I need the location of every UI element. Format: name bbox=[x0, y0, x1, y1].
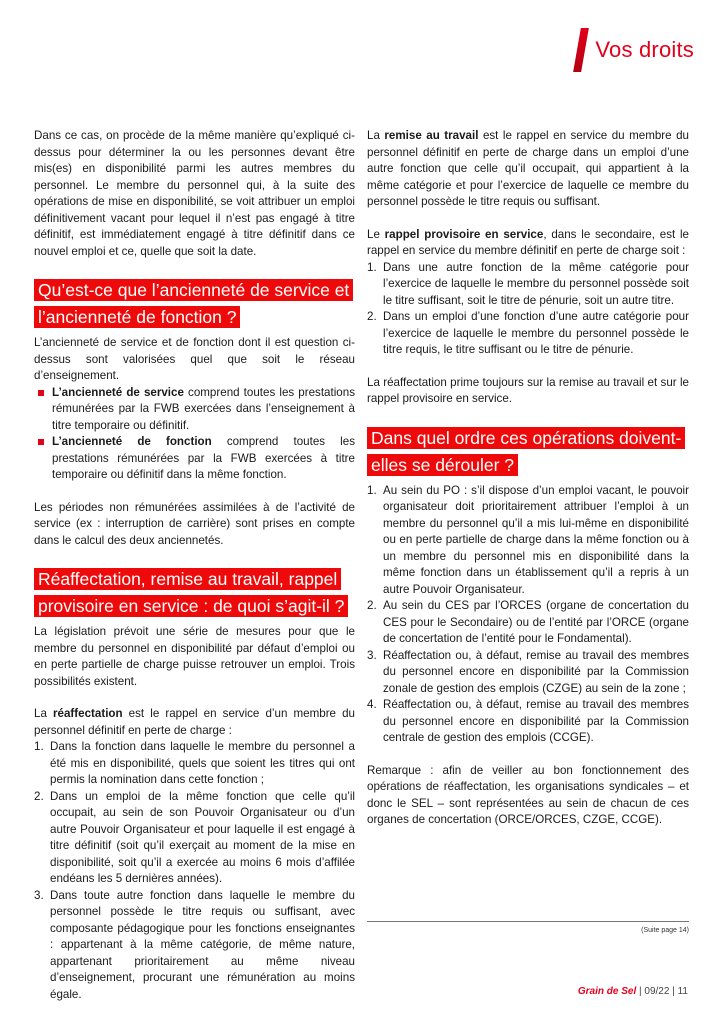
list-text: Au sein du CES par l’ORCES (organe de concertation du CES pour le Secondaire) ou de l’entité par l’ORCE (organe de concertation de l’entité pour le Fondamental). bbox=[383, 599, 689, 645]
list-item bbox=[367, 309, 689, 359]
section-title: Vos droits bbox=[595, 37, 694, 62]
list-item bbox=[34, 739, 355, 789]
list-item bbox=[367, 598, 689, 648]
list-number: 1. bbox=[34, 740, 44, 753]
footer-separator: | bbox=[672, 986, 675, 997]
list-text: Dans un emploi de la même fonction que celle qu’il occupait, au sein de son Pouvoir Organisateur ou d’un autre Pouvoir Organisateur et pour laquelle il est engagé à titre définitif (soit qu’il exerçait au moment de la mise en disponibilité, soit qu’il a exercée au moins 6 mois d’affilée endéans les 5 dernières années). bbox=[50, 789, 355, 885]
bullet-text: comprend toutes les prestations rémunérées par la FWB exercées dans l’enseignement à titre temporaire ou définitif. bbox=[52, 385, 355, 432]
list-text: Dans un emploi d’une fonction d’une autre catégorie pour l’exercice de laquelle le membre du personnel possède le titre requis, le titre suffisant ou le titre de pénurie. bbox=[383, 310, 689, 356]
list-number: 2. bbox=[367, 310, 377, 323]
heading-ordre-wrap bbox=[367, 426, 689, 480]
left-column bbox=[34, 128, 355, 1003]
list-text: Au sein du PO : s’il dispose d’un emploi vacant, le pouvoir organisateur doit prioritairement attribuer l’emploi à un membre du personnel qu’il a mis lui-même en disponibilité ou en perte partielle de charge dans la même fonction ou à un membre du personnel mis en disponibilité dans la même fonction dans un établissement qu’il a repris à un autre Pouvoir Organisateur. bbox=[383, 483, 689, 596]
heading-reaffectation: Réaffectation, remise au travail, rappel provisoire en service : de quoi s’agit-il ? bbox=[34, 568, 348, 617]
text: La bbox=[367, 129, 385, 142]
list-number: 1. bbox=[367, 260, 377, 274]
text: est le rappel en service du membre du personnel définitif en perte de charge dans un emploi d’une autre fonction que celle qu’il occupait, qui appartient à la même catégorie et pour l’exercice de laquelle ce membre du personnel possède le titre requis ou suffisant. bbox=[367, 129, 689, 208]
bullet-item bbox=[52, 385, 355, 435]
ordre-list bbox=[367, 483, 689, 747]
bullet-item bbox=[52, 434, 355, 484]
remarque-paragraph: Remarque : afin de veiller au bon fonctionnement des opérations de réaffectation, les organisations syndicales – et donc le SEL – sont représentées au sein de chacun de ces organes de concertation (ORCE/ORCES, CZGE, CCGE). bbox=[367, 763, 689, 826]
publication-name: Grain de Sel bbox=[577, 986, 637, 997]
list-item bbox=[34, 789, 355, 888]
heading-anciennete: Qu’est-ce que l’ancienneté de service et l’ancienneté de fonction ? bbox=[34, 279, 353, 328]
text: La bbox=[34, 707, 53, 720]
footer-separator: | bbox=[639, 986, 642, 997]
bullet-term: L’ancienneté de service bbox=[52, 385, 184, 399]
term-reaffectation: réaffectation bbox=[53, 707, 123, 720]
right-column bbox=[367, 128, 689, 829]
list-text: Réaffectation ou, à défaut, remise au travail des membres du personnel encore en disponibilité par la Commission centrale de gestion des emplois (CCGE). bbox=[383, 698, 689, 744]
list-number: 2. bbox=[34, 789, 44, 803]
heading-reaffectation-wrap bbox=[34, 567, 355, 621]
red-square-bullet-icon bbox=[38, 439, 44, 445]
list-number: 4. bbox=[367, 698, 377, 711]
section-header bbox=[577, 26, 694, 74]
red-slash-icon bbox=[574, 28, 590, 72]
anciennete-intro: L’ancienneté de service et de fonction dont il est question ci-dessus sont valorisées quel que soit le réseau d’enseignement. bbox=[34, 336, 355, 382]
list-text: Dans la fonction dans laquelle le membre du personnel a été mis en disponibilité, quels que soient les titres qui ont permis la nomination dans cette fonction ; bbox=[50, 740, 355, 786]
list-item bbox=[367, 697, 689, 747]
list-number: 3. bbox=[367, 648, 377, 662]
list-item bbox=[367, 648, 689, 698]
list-item bbox=[367, 260, 689, 310]
legislation-paragraph: La législation prévoit une série de mesures pour que le membre du personnel en disponibilité par défaut d’emploi ou en perte partielle de charge puisse retrouver un emploi. Trois possibilités existent. bbox=[34, 625, 355, 688]
list-item bbox=[34, 888, 355, 1004]
term-rappel: rappel provisoire en service bbox=[384, 227, 544, 241]
reaffectation-list bbox=[34, 739, 355, 1003]
remise-definition bbox=[367, 128, 689, 211]
heading-anciennete-wrap bbox=[34, 278, 355, 332]
reaffectation-definition bbox=[34, 706, 355, 739]
list-number: 1. bbox=[367, 483, 377, 497]
text: est le rappel en service d’un membre du personnel définitif en perte de charge : bbox=[34, 707, 355, 737]
list-number: 2. bbox=[367, 599, 377, 612]
intro-paragraph: Dans ce cas, on procède de la même manière qu’expliqué ci-dessus pour déterminer la ou les personnes devant être mis(es) en disponibilité parmi les autres membres du personnel. Le membre du personnel qui, à la suite des opérations de mise en disponibilité, se voit attribuer un emploi définitivement vacant pour lequel il n’est pas engagé à titre définitif, est immédiatement engagé à titre définitif dans ce nouvel emploi et ce, quelle que soit la date. bbox=[34, 129, 355, 258]
rappel-list bbox=[367, 260, 689, 359]
list-text: Réaffectation ou, à défaut, remise au travail des membres du personnel encore en disponibilité par la Commission zonale de gestion des emplois (CZGE) au sein de la zone ; bbox=[383, 648, 689, 695]
page-footer bbox=[578, 986, 688, 997]
page-number: 11 bbox=[677, 986, 688, 997]
list-item bbox=[367, 483, 689, 599]
bullet-text: comprend toutes les prestations rémunérées par la FWB exercées à titre temporaire ou définitif dans la même fonction. bbox=[52, 435, 355, 481]
text: Le bbox=[367, 227, 385, 241]
divider-line bbox=[367, 921, 689, 922]
list-text: Dans toute autre fonction dans laquelle le membre du personnel possède le titre requis ou suffisant, avec composante pédagogique pour les fonctions enseignantes : appartenant à la même catégorie, de même nature, appartenant prioritairement au même niveau d’enseignement, procurant une rémunération au moins égale. bbox=[50, 888, 355, 1001]
red-square-bullet-icon bbox=[38, 390, 44, 396]
term-remise: remise au travail bbox=[384, 129, 479, 142]
list-number: 3. bbox=[34, 888, 44, 902]
prime-paragraph: La réaffectation prime toujours sur la remise au travail et sur le rappel provisoire en service. bbox=[367, 375, 689, 405]
rappel-definition bbox=[367, 227, 689, 260]
bullet-term: L’ancienneté de fonction bbox=[52, 435, 212, 448]
continued-note: (Suite page 14) bbox=[641, 927, 689, 934]
text: , dans le secondaire, est le rappel en service du membre définitif en perte de charge soit : bbox=[367, 227, 690, 257]
list-text: Dans une autre fonction de la même catégorie pour l’exercice de laquelle le membre du personnel possède soit le titre suffisant, soit le titre de pénurie, soit un autre titre. bbox=[383, 260, 689, 307]
periodes-paragraph: Les périodes non rémunérées assimilées à de l’activité de service (ex : interruption de carrière) sont prises en compte dans le calcul des deux anciennetés. bbox=[34, 500, 355, 547]
issue-date: 09/22 bbox=[644, 986, 670, 997]
anciennete-bullets bbox=[34, 385, 355, 484]
heading-ordre: Dans quel ordre ces opérations doivent-elles se dérouler ? bbox=[367, 427, 685, 476]
